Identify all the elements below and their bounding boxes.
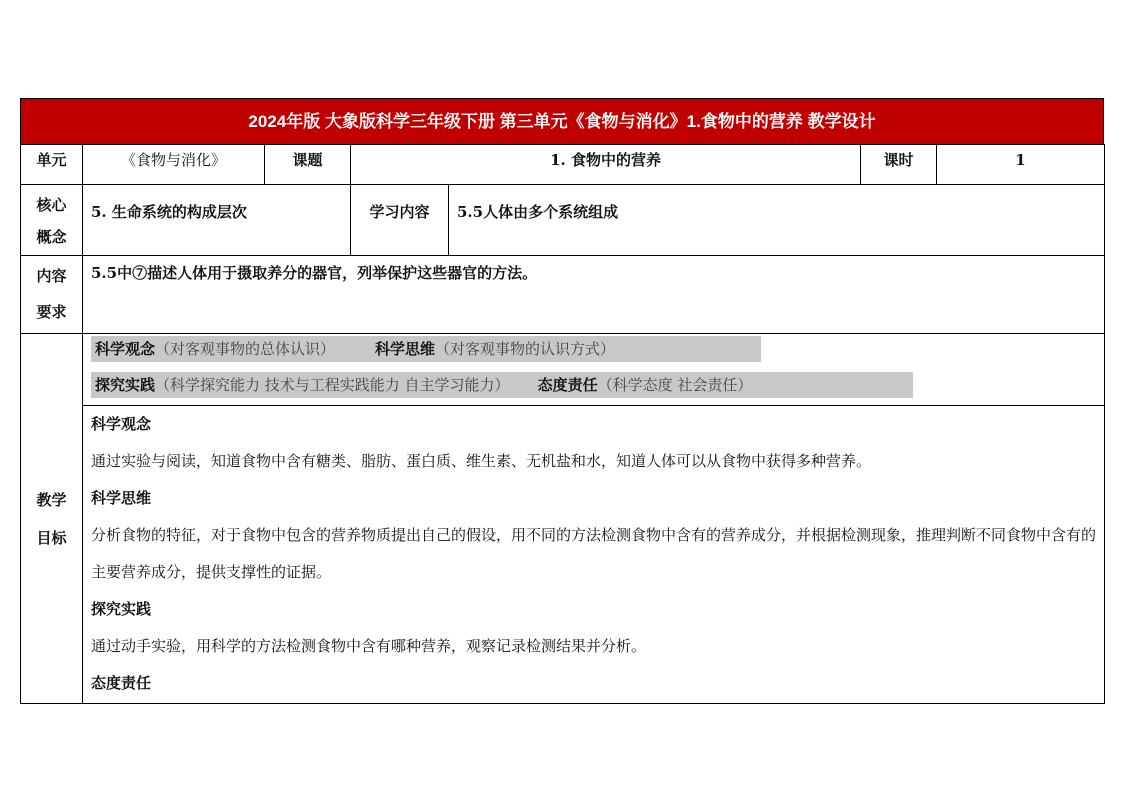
legend-row-1 [91, 336, 761, 362]
topic-label: 课题 [265, 145, 351, 185]
period-label: 课时 [861, 145, 937, 185]
content-requirement-label-line2: 要求 [36, 303, 67, 321]
section-heading-attitude: 态度责任 [91, 674, 152, 692]
legend-inquiry-practice: 探究实践 [95, 376, 156, 394]
core-concept-label-line2: 概念 [36, 228, 67, 246]
section-text-practice: 通过动手实验，用科学的方法检测食物中含有哪种营养，观察记录检测结果并分析。 [91, 637, 647, 655]
section-heading-concept: 科学观念 [91, 415, 152, 433]
core-concept-label-line1: 核心 [36, 196, 67, 214]
row-content-requirement [21, 256, 1105, 334]
unit-label: 单元 [21, 145, 83, 185]
content-requirement-label-line1: 内容 [36, 267, 67, 285]
legend-inquiry-practice-note: （科学探究能力 技术与工程实践能力 自主学习能力） [155, 376, 510, 394]
legend-science-thinking: 科学思维 [375, 340, 436, 358]
row-core-concept [21, 185, 1105, 256]
content-requirement-value: 5.5中⑦描述人体用于摄取养分的器官，列举保护这些器官的方法。 [83, 256, 1105, 334]
legend-science-thinking-note: （对客观事物的认识方式） [435, 340, 616, 358]
teaching-goal-label-line2: 目标 [36, 528, 67, 547]
teaching-goal-label [21, 334, 83, 704]
section-text-thinking: 分析食物的特征，对于食物中包含的营养物质提出自己的假设，用不同的方法检测食物中含有的营养成分，并根据检测现象，推理判断不同食物中含有的主要营养成分，提供支撑性的证据。 [91, 526, 1097, 581]
core-concept-label [21, 185, 83, 256]
unit-value: 《食物与消化》 [83, 145, 265, 185]
teaching-goal-label-line1: 教学 [36, 490, 67, 509]
core-concept-value: 5. 生命系统的构成层次 [83, 185, 351, 256]
learning-content-value: 5.5人体由多个系统组成 [449, 185, 1105, 256]
period-value: 1 [937, 145, 1105, 185]
section-heading-practice: 探究实践 [91, 600, 152, 618]
learning-content-label: 学习内容 [351, 185, 449, 256]
legend-attitude-responsibility: 态度责任 [537, 376, 598, 394]
section-text-concept: 通过实验与阅读，知道食物中含有糖类、脂肪、蛋白质、维生素、无机盐和水，知道人体可以从食物中获得多种营养。 [91, 452, 872, 470]
section-heading-thinking: 科学思维 [91, 489, 152, 507]
objectives-details [83, 406, 1105, 704]
legend-science-concept: 科学观念 [95, 340, 156, 358]
lesson-plan-table [20, 144, 1105, 704]
document-title: 2024年版 大象版科学三年级下册 第三单元《食物与消化》1.食物中的营养 教学设计 [20, 98, 1104, 144]
row-unit [21, 145, 1105, 185]
topic-value: 1. 食物中的营养 [351, 145, 861, 185]
legend-science-concept-note: （对客观事物的总体认识） [155, 340, 336, 358]
objectives-legend [83, 334, 1105, 406]
content-requirement-label [21, 256, 83, 334]
legend-attitude-responsibility-note: （科学态度 社会责任） [597, 376, 753, 394]
legend-row-2 [91, 372, 913, 398]
row-objectives-details [21, 406, 1105, 704]
row-objectives-legend [21, 334, 1105, 406]
lesson-plan-sheet [20, 98, 1104, 704]
